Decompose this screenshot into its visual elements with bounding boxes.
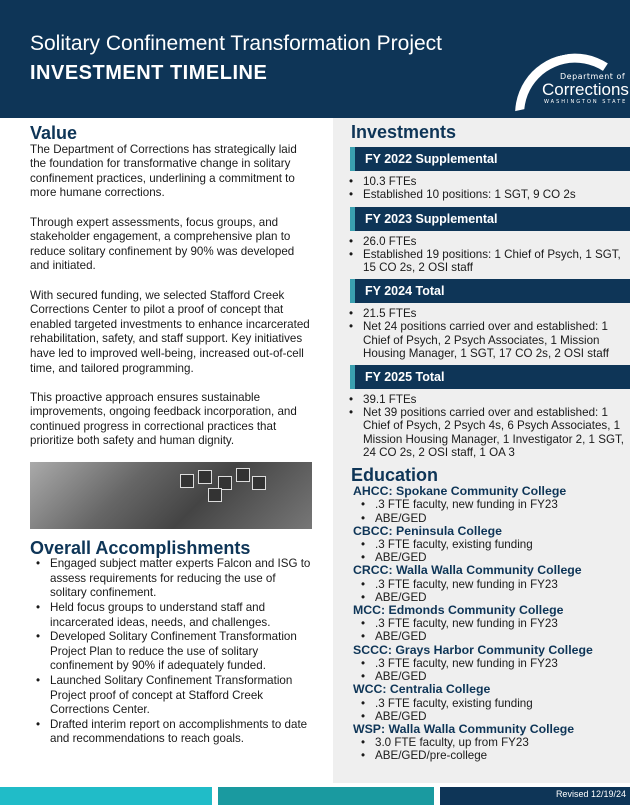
- school-title: CBCC: Peninsula College: [353, 523, 502, 538]
- header: [0, 0, 630, 118]
- accomplishments-list: [30, 557, 315, 747]
- list-item: • ABE/GED: [355, 551, 630, 564]
- doc-logo: [512, 52, 630, 107]
- school-title: WSP: Walla Walla Community College: [353, 721, 575, 736]
- list-item: • Drafted interim report on accomplishments to date and recommendations to reach goals.: [30, 718, 315, 747]
- list-item: • Net 39 positions carried over and established: 1 Chief of Psych, 2 Psych 4s, 6 Psych Associates, 1 Mission Housing Manager, 1 Investigator 2, 1 SGT, 24 CO 2s, 2 OSI staff, 1 OA 3: [343, 406, 630, 459]
- investment-title: FY 2024 Total: [350, 279, 630, 303]
- list-item: • .3 FTE faculty, existing funding: [355, 697, 630, 710]
- document-subtitle: INVESTMENT TIMELINE: [30, 62, 268, 84]
- list-item: • ABE/GED: [355, 591, 630, 604]
- school-title: AHCC: Spokane Community College: [353, 484, 567, 499]
- dice-photo: [30, 462, 312, 529]
- list-item: • .3 FTE faculty, new funding in FY23: [355, 498, 630, 511]
- logo-bottom-text: WASHINGTON STATE: [544, 99, 628, 105]
- list-item: • .3 FTE faculty, new funding in FY23: [355, 657, 630, 670]
- value-paragraph: The Department of Corrections has strategically laid the foundation for transformative change in solitary confinement practices, underlining a commitment to more humane corrections.: [30, 142, 297, 200]
- list-item: • ABE/GED: [355, 710, 630, 723]
- investment-title: FY 2023 Supplemental: [350, 207, 630, 231]
- school-title: WCC: Centralia College: [353, 682, 491, 697]
- revised-date: Revised 12/19/24: [440, 787, 630, 805]
- list-item: • 10.3 FTEs: [343, 175, 630, 188]
- list-item: • Established 10 positions: 1 SGT, 9 CO 2s: [343, 188, 630, 201]
- education-list: [353, 485, 630, 762]
- list-item: • ABE/GED: [355, 670, 630, 683]
- list-item: • Launched Solitary Confinement Transformation Project proof of concept at Stafford Creek Corrections Center.: [30, 674, 315, 718]
- list-item: • Net 24 positions carried over and established: 1 Chief of Psych, 2 Psych Associates, 1 Mission Housing Manager, 1 SGT, 17 CO 2s, 2 OSI staff: [343, 320, 630, 360]
- list-item: • 39.1 FTEs: [343, 393, 630, 406]
- left-column: [30, 123, 315, 747]
- list-item: • Engaged subject matter experts Falcon and ISG to assess requirements for reducing the use of solitary confinement.: [30, 557, 315, 601]
- footer-bar-teal: [218, 787, 434, 805]
- school-title: SCCC: Grays Harbor Community College: [353, 642, 593, 657]
- value-paragraph: Through expert assessments, focus groups, and stakeholder engagement, a comprehensive plan to reduce solitary confinement by 90% was developed and initiated.: [30, 215, 295, 273]
- list-item: • ABE/GED: [355, 630, 630, 643]
- investment-title: FY 2022 Supplemental: [350, 147, 630, 171]
- list-item: • 26.0 FTEs: [343, 235, 630, 248]
- logo-top-text: Department of: [560, 72, 626, 81]
- footer-bar-cyan: [0, 787, 212, 805]
- value-heading: Value: [30, 123, 78, 143]
- list-item: • .3 FTE faculty, new funding in FY23: [355, 578, 630, 591]
- list-item: • Established 19 positions: 1 Chief of Psych, 1 SGT, 15 CO 2s, 2 OSI staff: [343, 248, 630, 274]
- list-item: • ABE/GED/pre-college: [355, 749, 630, 762]
- list-item: • Held focus groups to understand staff and incarcerated ideas, needs, and challenges.: [30, 601, 315, 630]
- list-item: • 21.5 FTEs: [343, 307, 630, 320]
- logo-main-text: Corrections: [542, 80, 629, 99]
- value-paragraph: With secured funding, we selected Stafford Creek Corrections Center to pilot a proof of concept that enabled targeted investments to enhance incarcerated rehabilitation, safety, and staff support. Key initiatives have led to improved well-being, increased out-of-cell time, and tailored programming.: [30, 288, 310, 375]
- value-paragraph: This proactive approach ensures sustainable improvements, ongoing feedback incorporation, and continued progress in correctional practices that prioritize both safety and human dignity.: [30, 390, 297, 448]
- investment-title: FY 2025 Total: [350, 365, 630, 389]
- list-item: • 3.0 FTE faculty, up from FY23: [355, 736, 630, 749]
- right-column: [333, 118, 630, 783]
- school-title: CRCC: Walla Walla Community College: [353, 563, 582, 578]
- list-item: • .3 FTE faculty, existing funding: [355, 538, 630, 551]
- list-item: • ABE/GED: [355, 512, 630, 525]
- document-title: Solitary Confinement Transformation Project: [30, 32, 443, 55]
- investments-heading: Investments: [351, 122, 457, 142]
- education-heading: Education: [351, 465, 439, 486]
- list-item: • Developed Solitary Confinement Transformation Project Plan to reduce the use of solitary confinement by 90% if adequately funded.: [30, 630, 315, 674]
- list-item: • .3 FTE faculty, new funding in FY23: [355, 617, 630, 630]
- school-title: MCC: Edmonds Community College: [353, 603, 564, 618]
- accomplishments-heading: Overall Accomplishments: [30, 537, 251, 558]
